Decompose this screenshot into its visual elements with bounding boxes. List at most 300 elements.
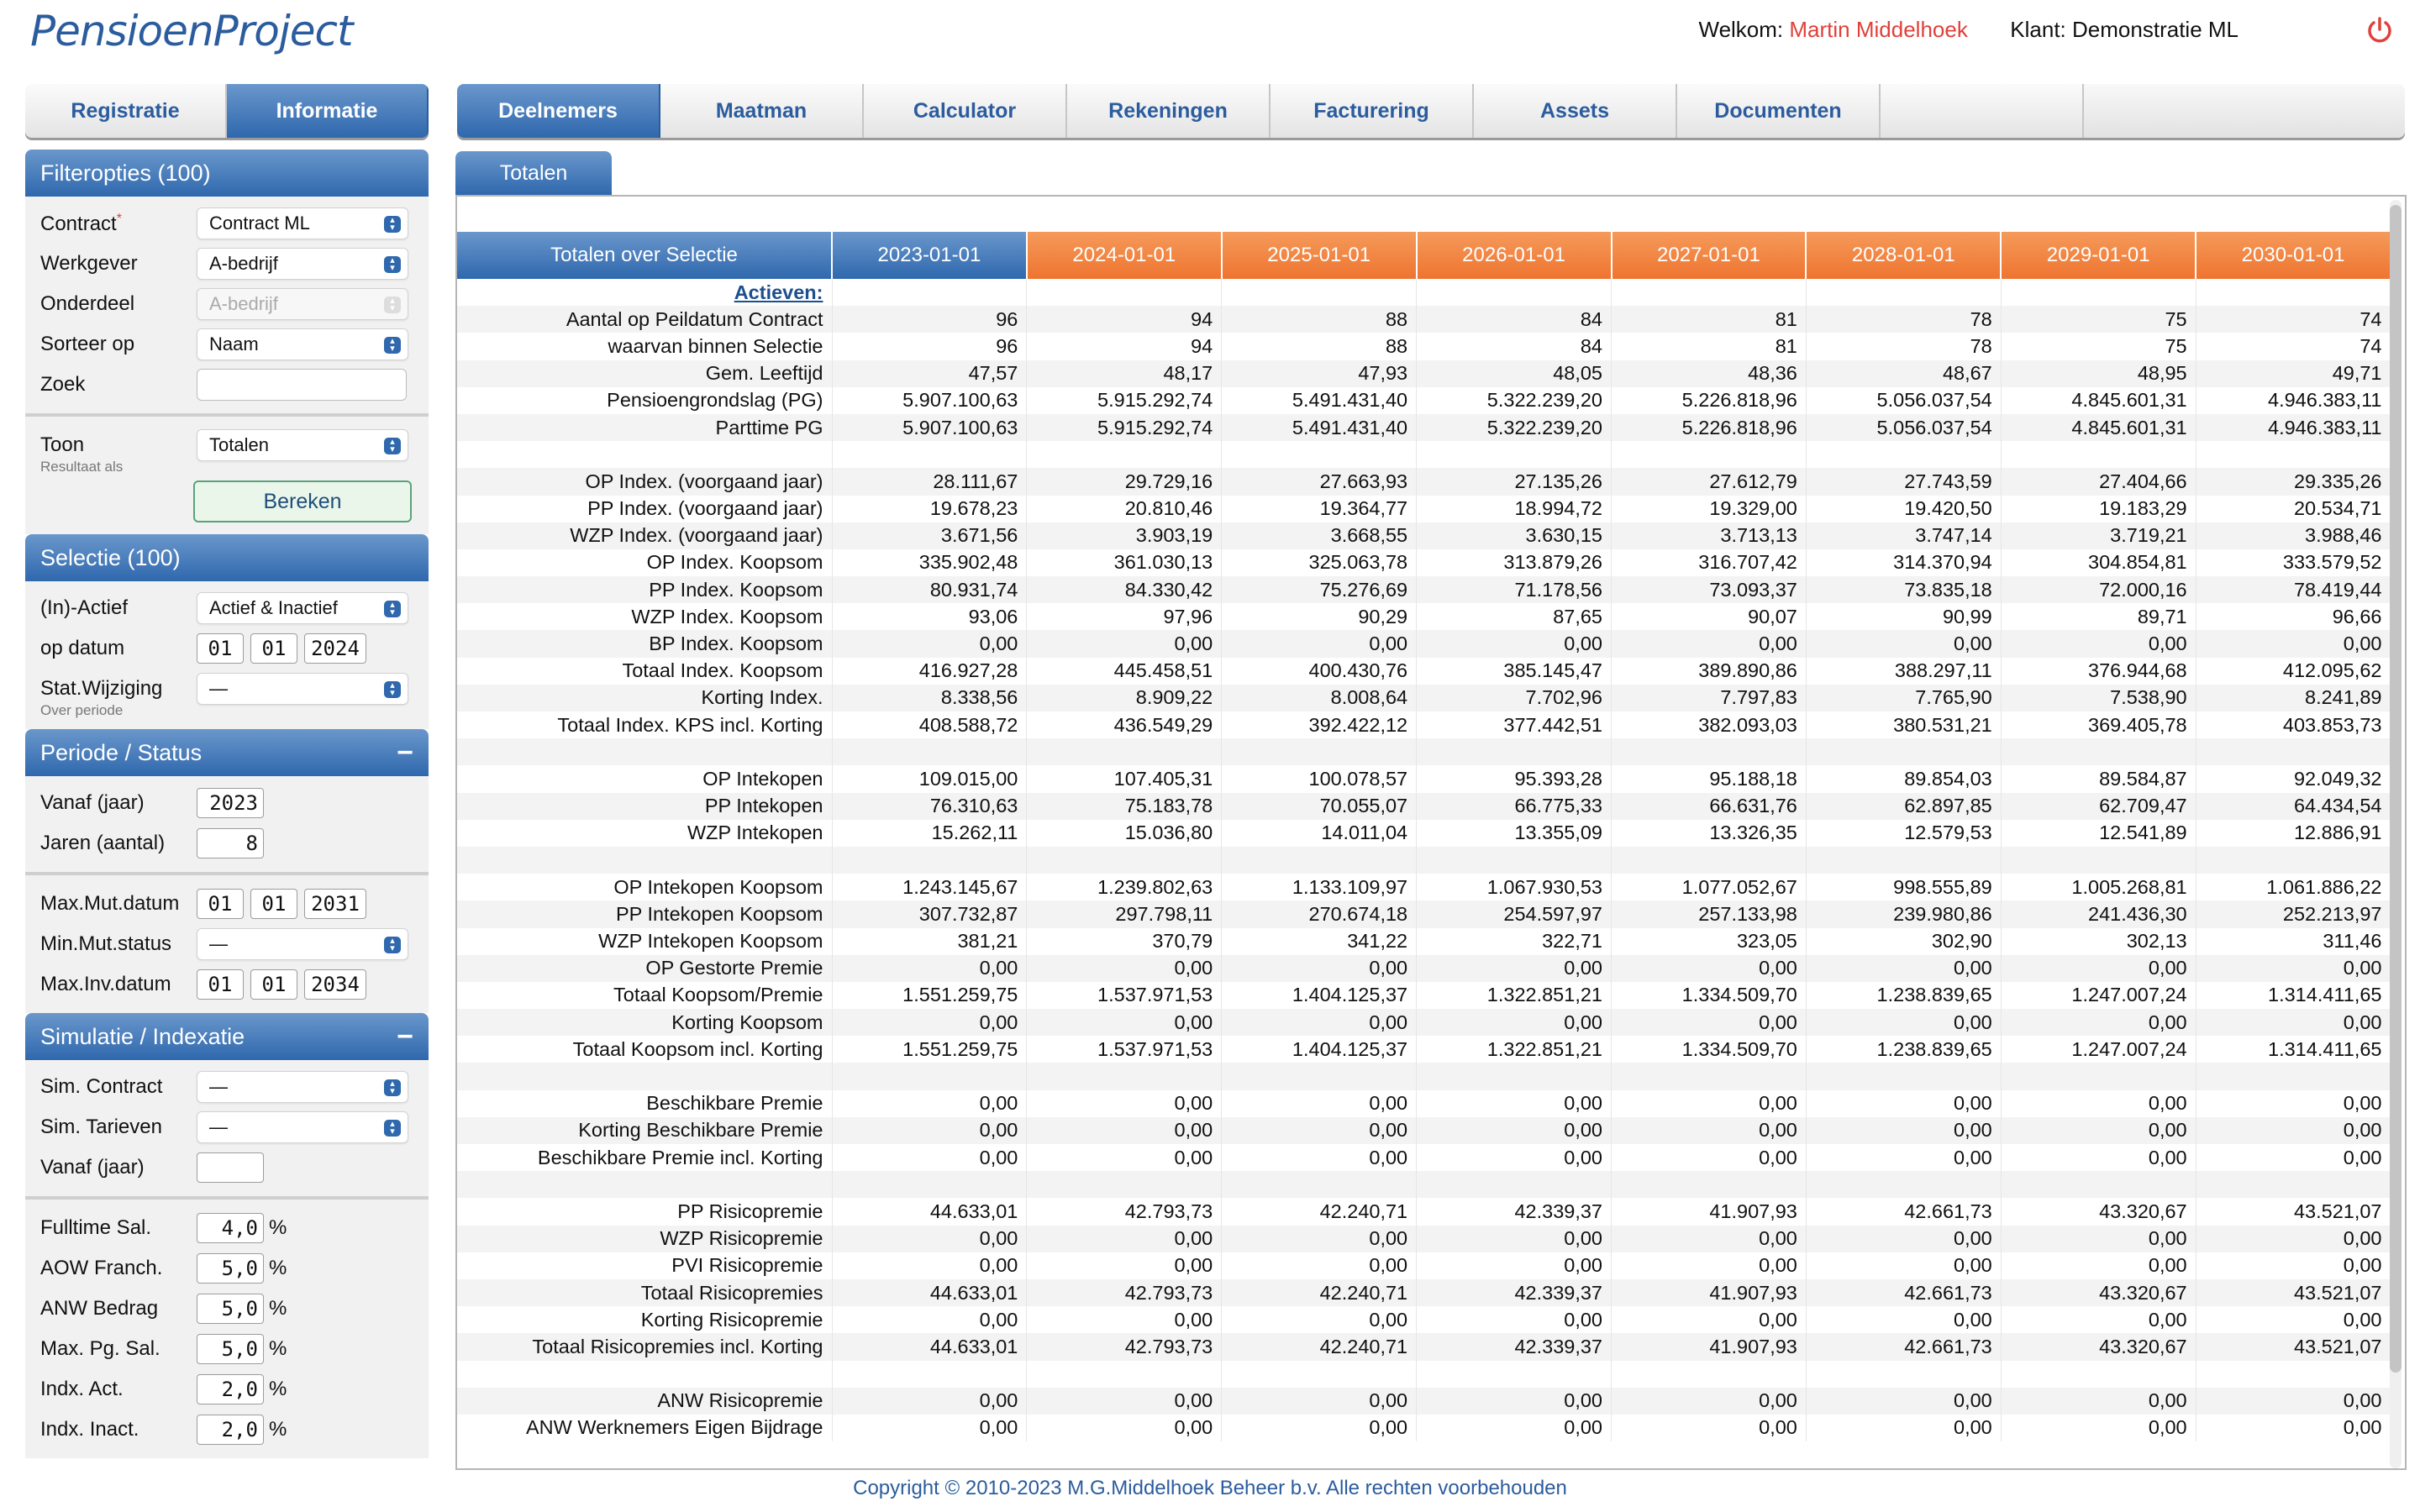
row-label (457, 738, 832, 765)
tab-facturering[interactable]: Facturering (1270, 84, 1474, 138)
table-cell: 5.226.818,96 (1612, 414, 1807, 441)
percent-unit: % (269, 1257, 287, 1279)
table-cell: 370,79 (1027, 928, 1222, 955)
column-header-year[interactable]: 2026-01-01 (1417, 232, 1612, 279)
column-header-year[interactable]: 2028-01-01 (1806, 232, 2001, 279)
table-cell: 78.419,44 (2196, 576, 2391, 603)
table-cell: 389.890,86 (1612, 658, 1807, 685)
table-cell: 7.538,90 (2001, 685, 2196, 711)
row-label: Totaal Koopsom/Premie (457, 982, 832, 1009)
tab-informatie[interactable]: Informatie (227, 84, 429, 138)
table-cell: 0,00 (2196, 1144, 2391, 1171)
datum-day-input[interactable]: 01 (197, 633, 244, 664)
table-cell: 0,00 (1806, 955, 2001, 982)
user-name-link[interactable]: Martin Middelhoek (1789, 17, 1968, 42)
table-cell: 0,00 (832, 1306, 1027, 1333)
sim-tarieven-label: Sim. Tarieven (40, 1116, 162, 1138)
table-cell (1222, 847, 1417, 874)
table-cell: 403.853,73 (2196, 711, 2391, 738)
table-cell: 49,71 (2196, 360, 2391, 387)
column-header-year[interactable]: 2023-01-01 (832, 232, 1027, 279)
table-cell: 80.931,74 (832, 576, 1027, 603)
row-label: Totaal Index. KPS incl. Korting (457, 711, 832, 738)
table-cell: 3.747,14 (1806, 522, 2001, 549)
table-row (457, 793, 2391, 820)
table-cell: 89.854,03 (1806, 765, 2001, 792)
table-cell: 1.322.851,21 (1417, 982, 1612, 1009)
zoek-input[interactable] (197, 369, 407, 401)
table-cell (1027, 441, 1222, 468)
main-tabbar (457, 84, 2405, 138)
sim-contract-row (25, 1067, 429, 1107)
row-label: Korting Risicopremie (457, 1306, 832, 1333)
table-row (457, 333, 2391, 360)
stat-note: Over periode (40, 702, 124, 718)
actief-select[interactable]: Actief & Inactief ▴ ▾ (197, 592, 408, 624)
table-cell: 304.854,81 (2001, 549, 2196, 576)
footer-copyright: Copyright © 2010-2023 M.G.Middelhoek Beheer b.v. Alle rechten voorbehouden (853, 1477, 1567, 1499)
table-cell: 1.537.971,53 (1027, 982, 1222, 1009)
table-cell: 0,00 (1806, 1009, 2001, 1036)
section-heading[interactable]: Actieven: (457, 279, 832, 306)
sim-param-input[interactable]: 2,0 (197, 1374, 264, 1404)
table-cell (1612, 441, 1807, 468)
column-header-year[interactable]: 2030-01-01 (2196, 232, 2391, 279)
table-cell: 47,93 (1222, 360, 1417, 387)
table-cell: 42.339,37 (1417, 1198, 1612, 1225)
table-cell: 322,71 (1417, 928, 1612, 955)
scrollbar-thumb[interactable] (2390, 205, 2402, 1373)
table-cell: 8.241,89 (2196, 685, 2391, 711)
table-row (457, 1063, 2391, 1089)
table-row (457, 496, 2391, 522)
table-cell: 0,00 (1612, 1415, 1807, 1441)
maxinv-row (25, 964, 429, 1005)
table-cell: 0,00 (1612, 1090, 1807, 1117)
table-row (457, 279, 2391, 306)
table-cell: 42.661,73 (1806, 1333, 2001, 1360)
table-cell: 341,22 (1222, 928, 1417, 955)
sim-param-input[interactable]: 5,0 (197, 1334, 264, 1364)
table-cell: 48,36 (1612, 360, 1807, 387)
column-header-year[interactable]: 2029-01-01 (2001, 232, 2196, 279)
table-cell: 0,00 (1222, 1306, 1417, 1333)
table-cell (1612, 1063, 1807, 1089)
maxmut-row (25, 884, 429, 924)
toon-row (25, 425, 429, 465)
table-cell: 0,00 (1027, 1415, 1222, 1441)
datum-year-input[interactable]: 2024 (304, 633, 366, 664)
sim-vanaf-input[interactable] (197, 1152, 264, 1183)
table-cell: 0,00 (1612, 1388, 1807, 1415)
table-cell (2196, 1063, 2391, 1089)
table-cell (1417, 1063, 1612, 1089)
table-cell: 0,00 (1612, 955, 1807, 982)
sim-param-label: Max. Pg. Sal. (40, 1337, 160, 1360)
table-cell (1222, 1063, 1417, 1089)
werkgever-select[interactable]: A-bedrijf ▴ ▾ (197, 248, 408, 280)
row-label: Totaal Risicopremies (457, 1279, 832, 1306)
table-cell: 100.078,57 (1222, 765, 1417, 792)
selectie-panel-header[interactable] (25, 534, 429, 581)
tab-totalen[interactable]: Totalen (455, 151, 612, 195)
table-cell: 1.238.839,65 (1806, 1036, 2001, 1063)
table-cell: 5.907.100,63 (832, 414, 1027, 441)
table-cell: 0,00 (832, 1226, 1027, 1252)
table-cell: 44.633,01 (832, 1198, 1027, 1225)
tab-registratie[interactable]: Registratie (25, 84, 227, 138)
table-cell: 0,00 (1222, 1117, 1417, 1144)
table-cell: 380.531,21 (1806, 711, 2001, 738)
column-header-year[interactable]: 2027-01-01 (1612, 232, 1807, 279)
table-cell: 0,00 (1417, 1144, 1612, 1171)
maxinv-day-input[interactable]: 01 (197, 969, 244, 1000)
table-row (457, 630, 2391, 657)
table-cell: 5.907.100,63 (832, 387, 1027, 414)
sidebar (25, 150, 429, 1470)
table-cell: 0,00 (1417, 1117, 1612, 1144)
table-cell: 0,00 (2001, 1415, 2196, 1441)
table-cell: 42.240,71 (1222, 1279, 1417, 1306)
datum-month-input[interactable]: 01 (250, 633, 297, 664)
table-cell (2001, 441, 2196, 468)
select-arrows-icon: ▴ ▾ (384, 1079, 401, 1096)
table-cell: 0,00 (832, 630, 1027, 657)
table-cell: 1.133.109,97 (1222, 874, 1417, 900)
table-cell: 5.056.037,54 (1806, 387, 2001, 414)
table-cell (832, 1171, 1027, 1198)
selectie-panel (25, 581, 429, 729)
filter-panel-header[interactable] (25, 150, 429, 197)
tab-assets[interactable]: Assets (1474, 84, 1677, 138)
row-label: PP Intekopen (457, 793, 832, 820)
table-cell: 0,00 (832, 955, 1027, 982)
actief-row (25, 588, 429, 628)
row-label: OP Intekopen (457, 765, 832, 792)
table-cell: 445.458,51 (1027, 658, 1222, 685)
sim-param-row (25, 1410, 429, 1450)
table-cell: 0,00 (1806, 1226, 2001, 1252)
table-cell: 27.743,59 (1806, 468, 2001, 495)
table-cell (1222, 1361, 1417, 1388)
table-cell: 94 (1027, 306, 1222, 333)
table-cell: 43.521,07 (2196, 1333, 2391, 1360)
table-cell: 0,00 (1222, 1388, 1417, 1415)
table-cell: 90,99 (1806, 603, 2001, 630)
simulatie-panel-title: Simulatie / Indexatie (40, 1023, 245, 1049)
table-cell: 84 (1417, 306, 1612, 333)
row-label (457, 1063, 832, 1089)
maxmut-year-input[interactable]: 2031 (304, 889, 366, 919)
table-cell (832, 279, 1027, 306)
table-cell: 47,57 (832, 360, 1027, 387)
table-cell: 5.491.431,40 (1222, 387, 1417, 414)
table-row (457, 1171, 2391, 1198)
table-cell: 7.765,90 (1806, 685, 2001, 711)
sim-tarieven-row (25, 1107, 429, 1147)
sorteer-row (25, 324, 429, 365)
zoek-label: Zoek (40, 373, 86, 396)
table-cell: 28.111,67 (832, 468, 1027, 495)
table-cell: 5.226.818,96 (1612, 387, 1807, 414)
table-cell: 0,00 (2196, 1226, 2391, 1252)
toon-select[interactable]: Totalen ▴ ▾ (197, 429, 408, 461)
row-label: WZP Intekopen (457, 820, 832, 847)
select-arrows-icon: ▴ ▾ (384, 216, 401, 233)
table-cell: 3.630,15 (1417, 522, 1612, 549)
app-logo[interactable]: PensioenProject (30, 7, 353, 55)
table-cell: 307.732,87 (832, 900, 1027, 927)
sorteer-select[interactable]: Naam ▴ ▾ (197, 328, 408, 360)
jaren-input[interactable]: 8 (197, 828, 264, 858)
table-cell (2196, 738, 2391, 765)
table-cell: 377.442,51 (1417, 711, 1612, 738)
table-cell (1027, 1361, 1222, 1388)
tab-deelnemers[interactable]: Deelnemers (457, 84, 660, 138)
table-cell: 0,00 (1612, 1252, 1807, 1279)
client-name: Demonstratie ML (2072, 17, 2238, 42)
sim-param-label: AOW Franch. (40, 1257, 163, 1279)
table-cell (2001, 1063, 2196, 1089)
table-cell (1222, 738, 1417, 765)
table-cell: 70.055,07 (1222, 793, 1417, 820)
table-row (457, 522, 2391, 549)
table-cell: 66.775,33 (1417, 793, 1612, 820)
table-row (457, 360, 2391, 387)
sim-param-input[interactable]: 2,0 (197, 1415, 264, 1445)
table-cell (1612, 1361, 1807, 1388)
table-cell: 0,00 (832, 1144, 1027, 1171)
table-cell: 0,00 (1222, 1226, 1417, 1252)
sim-param-row (25, 1248, 429, 1289)
table-cell: 1.077.052,67 (1612, 874, 1807, 900)
periode-panel (25, 776, 429, 1013)
sim-param-row (25, 1369, 429, 1410)
onderdeel-row (25, 284, 429, 324)
table-cell: 29.335,26 (2196, 468, 2391, 495)
minmut-select[interactable]: — ▴ ▾ (197, 928, 408, 960)
table-cell: 19.329,00 (1612, 496, 1807, 522)
table-cell: 19.364,77 (1222, 496, 1417, 522)
table-cell: 42.240,71 (1222, 1198, 1417, 1225)
table-cell (832, 847, 1027, 874)
table-cell (1612, 1171, 1807, 1198)
jaren-row (25, 823, 429, 864)
table-cell (2196, 279, 2391, 306)
row-label: Korting Koopsom (457, 1009, 832, 1036)
tab-calculator[interactable]: Calculator (864, 84, 1067, 138)
table-cell: 0,00 (1027, 955, 1222, 982)
select-arrows-icon: ▴ ▾ (384, 337, 401, 354)
sim-params (25, 1208, 429, 1450)
table-cell: 62.897,85 (1806, 793, 2001, 820)
table-cell: 93,06 (832, 603, 1027, 630)
sim-tarieven-select[interactable]: — ▴ ▾ (197, 1111, 408, 1143)
table-cell: 325.063,78 (1222, 549, 1417, 576)
select-arrows-icon: ▴ ▾ (384, 256, 401, 273)
table-cell: 48,95 (2001, 360, 2196, 387)
table-cell: 3.988,46 (2196, 522, 2391, 549)
bereken-button[interactable]: Bereken (193, 480, 412, 522)
table-cell: 88 (1222, 306, 1417, 333)
row-label: OP Index. (voorgaand jaar) (457, 468, 832, 495)
table-cell: 13.355,09 (1417, 820, 1612, 847)
table-cell: 42.793,73 (1027, 1198, 1222, 1225)
table-cell: 0,00 (2001, 1306, 2196, 1333)
table-cell: 0,00 (1612, 1144, 1807, 1171)
table-cell: 48,67 (1806, 360, 2001, 387)
table-cell: 0,00 (1806, 1388, 2001, 1415)
table-header-row (457, 232, 2391, 279)
table-row (457, 1090, 2391, 1117)
table-cell: 0,00 (1417, 955, 1612, 982)
table-cell: 0,00 (1222, 1009, 1417, 1036)
table-cell: 0,00 (2196, 1388, 2391, 1415)
table-cell: 0,00 (2001, 955, 2196, 982)
row-label: Korting Index. (457, 685, 832, 711)
table-cell: 302,90 (1806, 928, 2001, 955)
table-row (457, 928, 2391, 955)
maxinv-label: Max.Inv.datum (40, 973, 171, 995)
table-cell: 0,00 (1027, 1388, 1222, 1415)
table-cell: 0,00 (2196, 1252, 2391, 1279)
table-cell: 0,00 (2001, 1144, 2196, 1171)
table-cell: 239.980,86 (1806, 900, 2001, 927)
table-cell: 1.334.509,70 (1612, 982, 1807, 1009)
table-cell: 0,00 (1417, 1090, 1612, 1117)
table-cell (2196, 1171, 2391, 1198)
table-cell: 8.008,64 (1222, 685, 1417, 711)
totals-table (457, 232, 2391, 1441)
table-cell: 0,00 (1612, 1009, 1807, 1036)
table-cell (1417, 1361, 1612, 1388)
column-header-year[interactable]: 2025-01-01 (1222, 232, 1417, 279)
sim-param-input[interactable]: 4,0 (197, 1213, 264, 1243)
table-cell: 416.927,28 (832, 658, 1027, 685)
tab-maatman[interactable]: Maatman (660, 84, 864, 138)
table-cell: 27.663,93 (1222, 468, 1417, 495)
table-cell (832, 1361, 1027, 1388)
periode-panel-header[interactable] (25, 729, 429, 776)
table-cell: 4.946.383,11 (2196, 387, 2391, 414)
table-cell: 42.339,37 (1417, 1279, 1612, 1306)
table-cell (1027, 738, 1222, 765)
column-header-year[interactable]: 2024-01-01 (1027, 232, 1222, 279)
table-cell: 15.036,80 (1027, 820, 1222, 847)
table-cell: 0,00 (1027, 1090, 1222, 1117)
table-cell: 0,00 (2196, 1009, 2391, 1036)
table-cell: 96 (832, 333, 1027, 360)
row-label: ANW Werknemers Eigen Bijdrage (457, 1415, 832, 1441)
table-row (457, 603, 2391, 630)
table-cell (1027, 279, 1222, 306)
collapse-icon[interactable]: − (397, 1021, 413, 1053)
table-cell: 89.584,87 (2001, 765, 2196, 792)
power-logout-icon[interactable] (2365, 15, 2395, 45)
table-cell: 369.405,78 (2001, 711, 2196, 738)
table-cell: 1.243.145,67 (832, 874, 1027, 900)
sim-param-label: Indx. Act. (40, 1378, 124, 1400)
table-cell (1806, 847, 2001, 874)
contract-select[interactable]: Contract ML ▴ ▾ (197, 207, 408, 239)
table-cell: 41.907,93 (1612, 1198, 1807, 1225)
table-row (457, 955, 2391, 982)
row-label: Beschikbare Premie (457, 1090, 832, 1117)
table-cell: 43.521,07 (2196, 1279, 2391, 1306)
maxmut-month-input[interactable]: 01 (250, 889, 297, 919)
table-row (457, 1198, 2391, 1225)
table-cell: 48,05 (1417, 360, 1612, 387)
table-row (457, 711, 2391, 738)
row-label: Totaal Index. Koopsom (457, 658, 832, 685)
row-label (457, 1171, 832, 1198)
table-cell: 7.797,83 (1612, 685, 1807, 711)
table-cell: 1.314.411,65 (2196, 1036, 2391, 1063)
table-cell: 13.326,35 (1612, 820, 1807, 847)
table-cell: 42.339,37 (1417, 1333, 1612, 1360)
table-cell: 12.886,91 (2196, 820, 2391, 847)
maxinv-year-input[interactable]: 2034 (304, 969, 366, 1000)
table-cell (1222, 1171, 1417, 1198)
tab-rekeningen[interactable]: Rekeningen (1067, 84, 1270, 138)
table-row (457, 576, 2391, 603)
column-header-label: Totalen over Selectie (457, 232, 832, 279)
table-cell: 109.015,00 (832, 765, 1027, 792)
vanaf-input[interactable]: 2023 (197, 788, 264, 818)
row-label: Gem. Leeftijd (457, 360, 832, 387)
table-cell: 84.330,42 (1027, 576, 1222, 603)
table-cell: 361.030,13 (1027, 549, 1222, 576)
table-cell (2196, 847, 2391, 874)
table-row (457, 900, 2391, 927)
stat-select[interactable]: — ▴ ▾ (197, 673, 408, 705)
maxinv-month-input[interactable]: 01 (250, 969, 297, 1000)
sim-param-row (25, 1329, 429, 1369)
row-label: Aantal op Peildatum Contract (457, 306, 832, 333)
table-row (457, 1388, 2391, 1415)
table-cell: 4.946.383,11 (2196, 414, 2391, 441)
simulatie-panel-header[interactable] (25, 1013, 429, 1060)
table-cell: 436.549,29 (1027, 711, 1222, 738)
sim-param-input[interactable]: 5,0 (197, 1294, 264, 1324)
table-cell: 313.879,26 (1417, 549, 1612, 576)
table-cell: 12.579,53 (1806, 820, 2001, 847)
table-cell: 0,00 (2196, 1090, 2391, 1117)
table-cell (1417, 738, 1612, 765)
table-cell (1806, 279, 2001, 306)
table-cell (2196, 441, 2391, 468)
sim-contract-select[interactable]: — ▴ ▾ (197, 1071, 408, 1103)
table-cell: 0,00 (832, 1388, 1027, 1415)
table-cell: 0,00 (2196, 1415, 2391, 1441)
table-row (457, 1252, 2391, 1279)
table-cell: 73.093,37 (1612, 576, 1807, 603)
toon-note: Resultaat als (40, 459, 124, 475)
table-cell: 20.810,46 (1027, 496, 1222, 522)
table-cell: 254.597,97 (1417, 900, 1612, 927)
table-cell (832, 738, 1027, 765)
table-cell: 0,00 (1806, 1090, 2001, 1117)
table-cell (2001, 1361, 2196, 1388)
table-cell (1612, 738, 1807, 765)
sim-param-input[interactable]: 5,0 (197, 1253, 264, 1284)
table-cell: 12.541,89 (2001, 820, 2196, 847)
tab-documenten[interactable]: Documenten (1677, 84, 1881, 138)
collapse-icon[interactable]: − (397, 737, 413, 769)
maxmut-day-input[interactable]: 01 (197, 889, 244, 919)
werkgever-row (25, 244, 429, 284)
table-cell: 5.056.037,54 (1806, 414, 2001, 441)
